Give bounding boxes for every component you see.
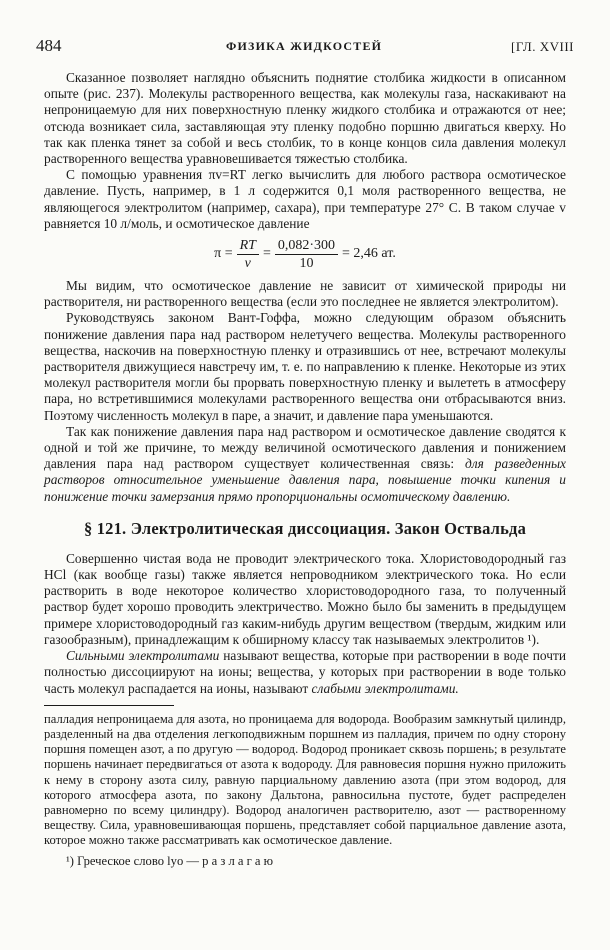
paragraph-column-rise: Сказанное позволяет наглядно объяснить поднятие столбика жидкости в описанном опыте (рис. 237). Молекулы растворенного вещества, как молекулы газа, наскакивают на непроницаемую для них поверхностную пленку жидкого столбика и отражаются от нее; отсюда возникает сила, заставляющая эту пленку подобно поршню двигаться кверху. Но так как пленка тянет за собой и весь столбик, то в конце концов сила давления молекул растворенного вещества уравновешивается тяжестью столбика. (44, 70, 566, 167)
osmotic-pressure-formula (44, 234, 566, 274)
footnote-1: ¹) Греческое слово lyo — р а з л а г а ю (66, 853, 274, 868)
term-weak-electrolytes: слабыми электролитами. (311, 680, 459, 696)
page-number: 484 (36, 36, 62, 55)
fraction-numerator: 0,082·300 (275, 237, 338, 255)
paragraph-strong-weak (44, 648, 566, 697)
strong-weak-text: называют вещества, которые при растворении в воде почти полностью диссоциируют на ионы; вещества, у которых при растворении в воде только часть молекул распадается на ионы, называют (44, 648, 566, 696)
chapter-label: [ГЛ. XVIII (511, 39, 574, 54)
paragraph-osmotic-calc: С помощью уравнения πv=RT легко вычислить для любого раствора осмотическое давление. Пусть, например, в 1 л содержится 0,1 моля растворенного вещества, не являющегося электролитом (например, сахара), при температуре 27° С. В таком случае v равняется 10 л/моль, и осмотическое давление (44, 167, 566, 231)
relation-law-italic: для разведенных растворов относительное уменьшение давления пара, повышение точки кипения и понижение точки замерзания прямо пропорциональны осмотическому давлению. (44, 456, 566, 504)
footnote-divider (44, 705, 174, 706)
page-body (44, 70, 566, 869)
paragraph-independence: Мы видим, что осмотическое давление не зависит от химической природы ни растворителя, ни растворенного вещества (если это последнее не является электролитом). (44, 278, 566, 310)
paragraph-electrolytes-intro: Совершенно чистая вода не проводит электрического тока. Хлористоводородный газ HCl (как вообще газы) также является непроводником электрического тока. Но если растворить в воде некоторое количество хлористоводородного газа, то полученный раствор будет хорошо проводить электричество. Можно было бы заменить в предыдущем примере хлористоводородный газ каким-нибудь другим веществом (твердым, жидким или газообразным), принадлежащим к обширному классу так называемых электролитов ¹). (44, 550, 566, 647)
paragraph-vapor-pressure: Руководствуясь законом Вант-Гоффа, можно следующим образом объяснить понижение давления пара над раствором нелетучего вещества. Молекулы растворенного вещества, наскочив на поверхностную пленку и отразившись от нее, встречают молекулы растворителя движущиеся навстречу им, т. е. по направлению к пленке. Некоторые из этих молекул растворителя могли бы прорвать поверхностную пленку и вылететь в атмосферу пара, но встретившимися молекулами растворенного вещества они отбрасываются вниз. Поэтому численность молекул в паре, а значит, и давление пара уменьшаются. (44, 310, 566, 423)
running-title: ФИЗИКА ЖИДКОСТЕЙ (226, 39, 383, 53)
formula-equals: = (262, 246, 271, 262)
page-header (36, 36, 574, 60)
fraction-denominator: v (244, 255, 251, 271)
formula-lhs: π = (214, 246, 233, 262)
fraction-rt-over-v (237, 237, 259, 272)
fraction-numerator: RT (237, 237, 259, 255)
fraction-denominator: 10 (299, 255, 314, 271)
footnote-area (44, 712, 566, 869)
section-title: § 121. Электролитическая диссоциация. Закон Оствальда (83, 518, 527, 538)
term-strong-electrolytes: Сильными электролитами (66, 648, 220, 664)
fraction-numeric (275, 237, 338, 272)
relation-text: Так как понижение давления пара над раствором и осмотическое давление сводятся к одной и той же причине, то между величиной осмотического давления и понижением давления пара над раствором существует количественная связь: (44, 423, 566, 472)
formula-result: = 2,46 ат. (342, 246, 396, 262)
paragraph-relation (44, 424, 566, 505)
footnote-continued: палладия непроницаема для азота, но проницаема для водорода. Вообразим замкнутый цилиндр, разделенный на два отделения легкоподвижным поршнем из палладия, причем по одну сторону поршня помещен азот, а по другую — водород. Водород проникает сквозь поршень; в результате поршень начинает передвигаться от азота к водороду. Для равновесия поршня нужно приложить к нему в сторону азота силу, равную парциальному давлению азота (при этом водород, для которого атмосфера азота, по закону Дальтона, равносильна пустоте, будет распределен равномерно по всему цилиндру). Водород аналогичен растворителю, азот — растворенному веществу. Сила, уравновешивающая поршень, представляет собой парциальное давление азота, которое можно также рассматривать как осмотическое давление. (44, 711, 566, 848)
